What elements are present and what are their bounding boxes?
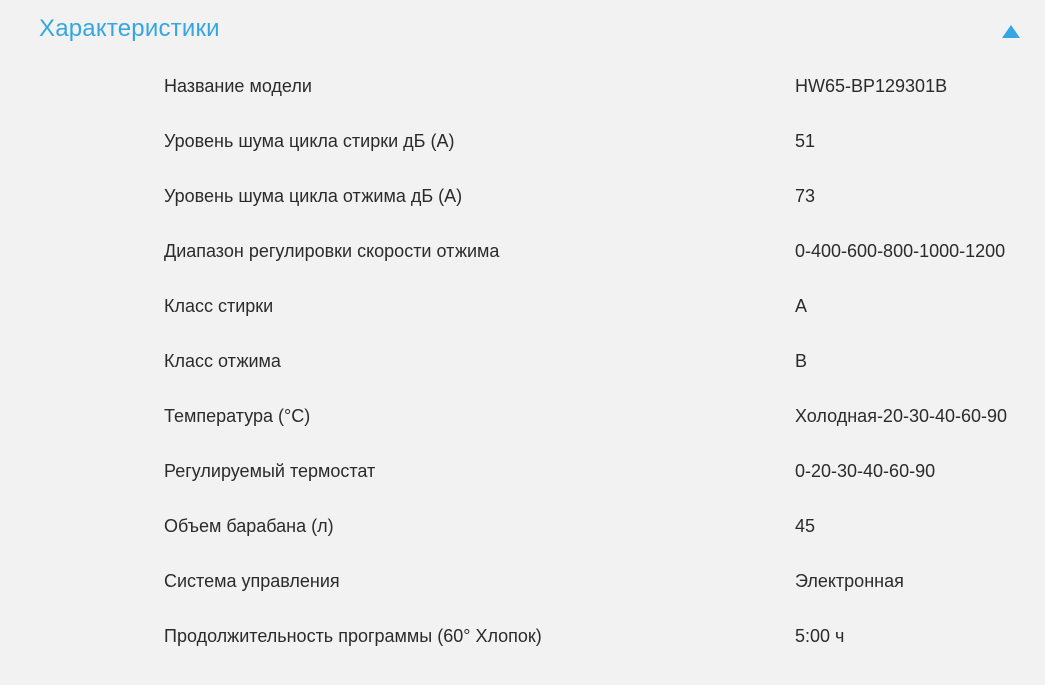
specs-table xyxy=(0,59,1045,664)
spec-label: Класс отжима xyxy=(164,351,281,371)
spec-label: Регулируемый термостат xyxy=(164,461,376,481)
spec-row xyxy=(0,444,1045,499)
spec-label: Температура (°С) xyxy=(164,406,311,426)
spec-row xyxy=(0,279,1045,334)
spec-row xyxy=(0,334,1045,389)
spec-label: Уровень шума цикла отжима дБ (А) xyxy=(164,186,463,206)
spec-label: Название модели xyxy=(164,76,312,96)
spec-row xyxy=(0,499,1045,554)
spec-label: Объем барабана (л) xyxy=(164,516,334,536)
spec-row xyxy=(0,114,1045,169)
spec-value: 51 xyxy=(795,131,816,151)
spec-value: HW65-BP129301B xyxy=(795,76,948,96)
spec-value: A xyxy=(795,296,808,316)
spec-row xyxy=(0,224,1045,279)
section-title: Характеристики xyxy=(39,15,220,42)
spec-label: Продолжительность программы (60° Хлопок) xyxy=(164,626,542,646)
spec-row xyxy=(0,59,1045,114)
spec-row xyxy=(0,169,1045,224)
spec-label: Диапазон регулировки скорости отжима xyxy=(164,241,500,261)
caret-up-icon xyxy=(1002,25,1020,38)
spec-label: Система управления xyxy=(164,571,340,591)
spec-value: Электронная xyxy=(795,571,904,591)
spec-value: 45 xyxy=(795,516,816,536)
spec-row xyxy=(0,554,1045,609)
specs-section-header[interactable] xyxy=(0,0,1045,58)
collapse-toggle-button[interactable] xyxy=(996,20,1026,44)
spec-row xyxy=(0,609,1045,664)
spec-value: 0-20-30-40-60-90 xyxy=(795,461,936,481)
spec-label: Класс стирки xyxy=(164,296,274,316)
spec-value: 5:00 ч xyxy=(795,626,845,646)
spec-row xyxy=(0,389,1045,444)
spec-value: B xyxy=(795,351,808,371)
spec-value: 0-400-600-800-1000-1200 xyxy=(795,241,1006,261)
spec-label: Уровень шума цикла стирки дБ (А) xyxy=(164,131,455,151)
spec-value: 73 xyxy=(795,186,816,206)
spec-value: Холодная-20-30-40-60-90 xyxy=(795,406,1008,426)
